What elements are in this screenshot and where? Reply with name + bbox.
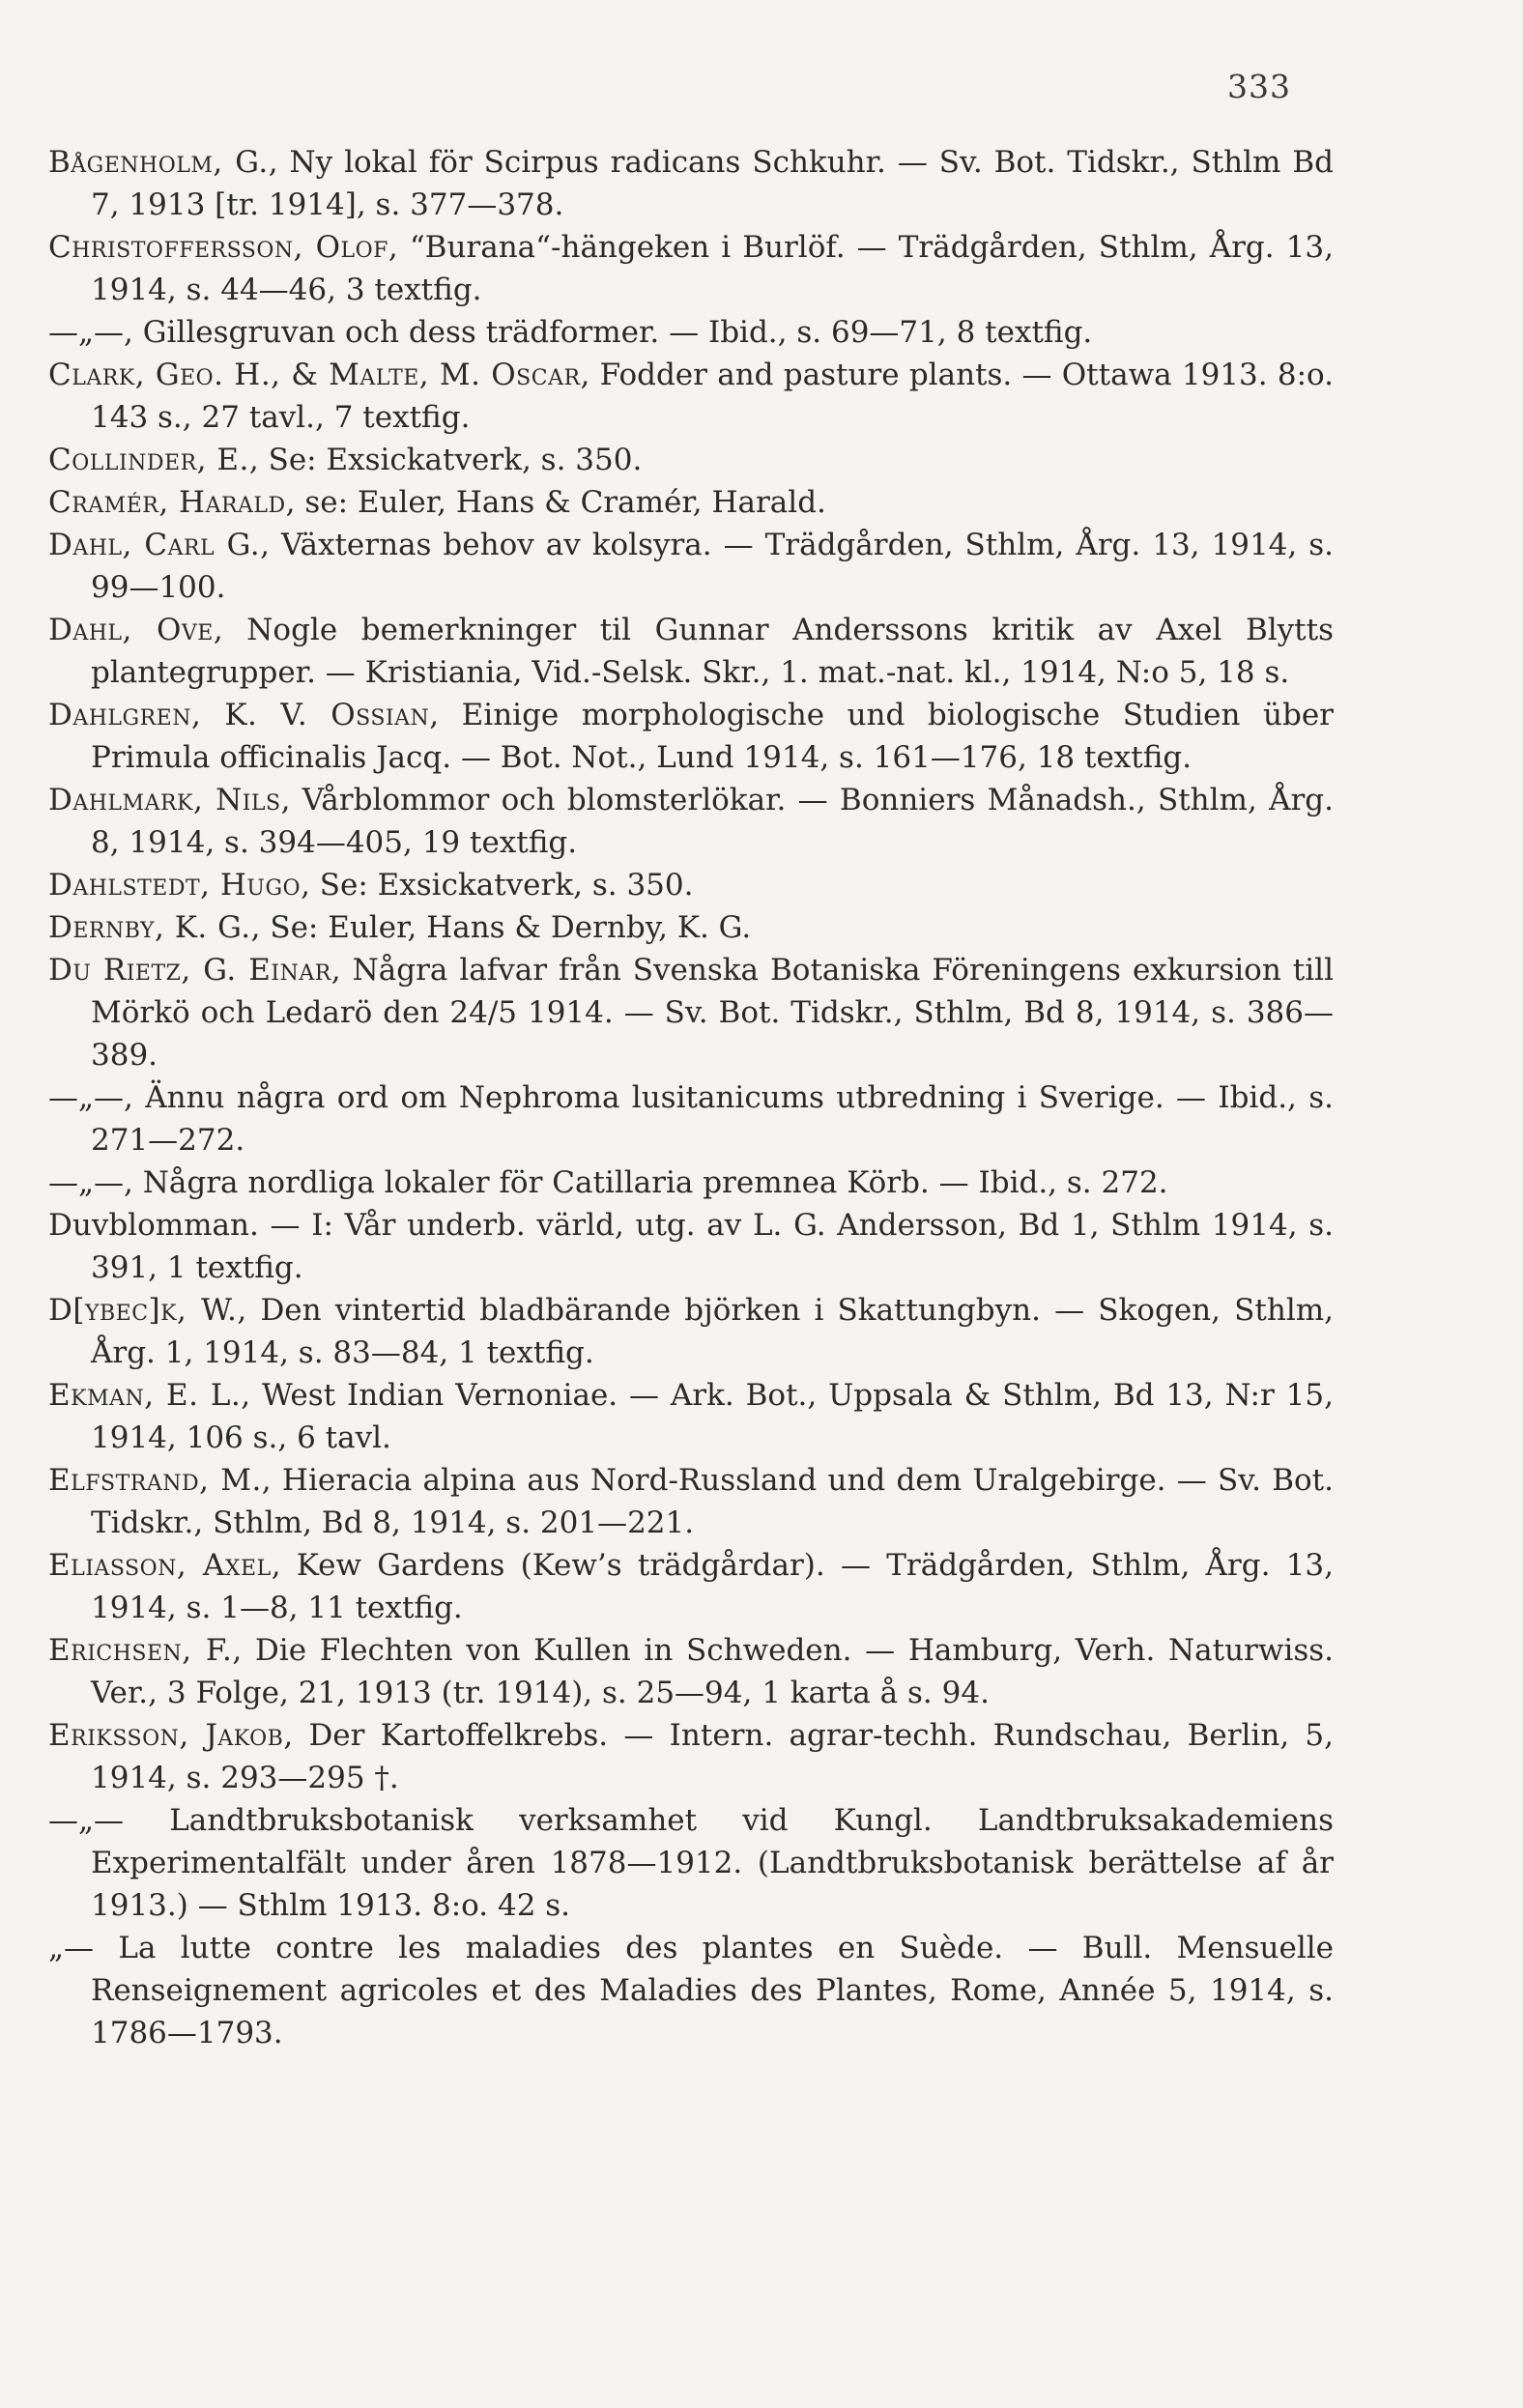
entry-text: —„—, Gillesgruvan och dess trädformer. — Ibid., s. 69—71, 8 textfig. bbox=[48, 315, 1093, 350]
bibliography-entry bbox=[48, 1799, 1334, 1927]
entry-author: Dahlmark, Nils bbox=[48, 783, 281, 817]
entry-author: Dahl, Ove bbox=[48, 613, 214, 647]
entry-author: Dahlstedt, Hugo bbox=[48, 868, 302, 903]
entry-text: —„—, Ännu några ord om Nephroma lusitanicums utbredning i Sverige. — Ibid., s. 271—272. bbox=[48, 1080, 1334, 1158]
entry-text: Duvblomman. — I: Vår underb. värld, utg. av L. G. Andersson, Bd 1, Sthlm 1914, s. 391, 1 textfig. bbox=[48, 1208, 1334, 1285]
bibliography-entry bbox=[48, 1459, 1334, 1544]
entry-author: Eriksson, Jakob bbox=[48, 1718, 284, 1753]
bibliography-entry bbox=[48, 609, 1334, 694]
bibliography-entry bbox=[48, 949, 1334, 1076]
bibliography-entry bbox=[48, 439, 1334, 481]
entry-text: , West Indian Vernoniae. — Ark. Bot., Uppsala & Sthlm, Bd 13, N:r 15, 1914, 106 s., 6 tavl. bbox=[91, 1378, 1334, 1455]
entry-text: , “Burana“-hängeken i Burlöf. — Trädgården, Sthlm, Årg. 13, 1914, s. 44—46, 3 textfig. bbox=[91, 230, 1334, 307]
entry-author: Erichsen, F. bbox=[48, 1633, 233, 1668]
bibliography-entry bbox=[48, 694, 1334, 779]
bibliography-entry bbox=[48, 1204, 1334, 1289]
entry-author: Collinder, E. bbox=[48, 443, 249, 477]
entry-text: —„—, Några nordliga lokaler för Catillaria premnea Körb. — Ibid., s. 272. bbox=[48, 1165, 1168, 1200]
entry-text: , Ny lokal för Scirpus radicans Schkuhr. — Sv. Bot. Tidskr., Sthlm Bd 7, 1913 [tr. 1914], s. 377—378. bbox=[91, 145, 1334, 222]
entry-text: „— La lutte contre les maladies des plantes en Suède. — Bull. Mensuelle Renseignement agricoles et des Maladies des Plantes, Rome, Année 5, 1914, s. 1786—1793. bbox=[48, 1931, 1334, 2050]
entry-author: Bågenholm, G. bbox=[48, 145, 269, 180]
entry-author: D[ybec]k, W. bbox=[48, 1293, 238, 1328]
bibliography-entry bbox=[48, 1714, 1334, 1799]
entry-author: Du Rietz, G. Einar bbox=[48, 953, 331, 988]
entry-text: , Se: Exsickatverk, s. 350. bbox=[248, 443, 643, 477]
bibliography-entry bbox=[48, 524, 1334, 609]
entry-author: Christoffersson, Olof bbox=[48, 230, 388, 265]
bibliography-entry bbox=[48, 1629, 1334, 1714]
bibliography-entry bbox=[48, 1076, 1334, 1161]
bibliography-entry bbox=[48, 1374, 1334, 1459]
entry-author: Clark, Geo. H., & Malte, M. Oscar bbox=[48, 358, 581, 392]
entry-author: Elfstrand, M. bbox=[48, 1463, 262, 1498]
entry-author: Dahl, Carl G. bbox=[48, 528, 261, 562]
entry-text: , Der Kartoffelkrebs. — Intern. agrar-techh. Rundschau, Berlin, 5, 1914, s. 293—295 †. bbox=[91, 1718, 1334, 1795]
bibliography-entry bbox=[48, 779, 1334, 864]
entry-text: , Fodder and pasture plants. — Ottawa 1913. 8:o. 143 s., 27 tavl., 7 textfig. bbox=[91, 358, 1334, 435]
bibliography-entry bbox=[48, 1927, 1334, 2054]
entry-author: Dernby, K. G. bbox=[48, 910, 251, 945]
entry-text: —„— Landtbruksbotanisk verksamhet vid Kungl. Landtbruksakademiens Experimentalfält under åren 1878—1912. (Landtbruksbotanisk berättelse af år 1913.) — Sthlm 1913. 8:o. 42 s. bbox=[48, 1803, 1334, 1923]
entry-text: , Några lafvar från Svenska Botaniska Föreningens exkursion till Mörkö och Ledarö den 24/5 1914. — Sv. Bot. Tidskr., Sthlm, Bd 8, 1914, s. 386—389. bbox=[91, 953, 1334, 1073]
bibliography-entry bbox=[48, 226, 1334, 311]
bibliography-entry bbox=[48, 311, 1334, 354]
entry-author: Eliasson, Axel bbox=[48, 1548, 272, 1583]
bibliography-list bbox=[48, 141, 1334, 2054]
entry-text: , se: Euler, Hans & Cramér, Harald. bbox=[285, 485, 826, 520]
entry-author: Cramér, Harald bbox=[48, 485, 286, 520]
entry-text: , Kew Gardens (Kew’s trädgårdar). — Trädgården, Sthlm, Årg. 13, 1914, s. 1—8, 11 textfig. bbox=[91, 1548, 1334, 1625]
bibliography-entry bbox=[48, 141, 1334, 226]
bibliography-entry bbox=[48, 906, 1334, 949]
entry-text: , Nogle bemerkninger til Gunnar Anderssons kritik av Axel Blytts plantegrupper. — Kristiania, Vid.-Selsk. Skr., 1. mat.-nat. kl., 1914, N:o 5, 18 s. bbox=[91, 613, 1335, 690]
entry-text: , Växternas behov av kolsyra. — Trädgården, Sthlm, Årg. 13, 1914, s. 99—100. bbox=[91, 528, 1334, 605]
bibliography-entry bbox=[48, 1161, 1334, 1204]
page-number: 333 bbox=[1227, 68, 1291, 105]
bibliography-entry bbox=[48, 1544, 1334, 1629]
bibliography-entry bbox=[48, 354, 1334, 439]
entry-author: Ekman, E. L. bbox=[48, 1378, 242, 1413]
entry-text: , Die Flechten von Kullen in Schweden. — Hamburg, Verh. Naturwiss. Ver., 3 Folge, 21, 1913 (tr. 1914), s. 25—94, 1 karta å s. 94. bbox=[91, 1633, 1334, 1710]
entry-text: , Einige morphologische und biologische Studien über Primula officinalis Jacq. — Bot. Not., Lund 1914, s. 161—176, 18 textfig. bbox=[91, 698, 1334, 775]
entry-text: , Den vintertid bladbärande björken i Skattungbyn. — Skogen, Sthlm, Årg. 1, 1914, s. 83—84, 1 textfig. bbox=[91, 1293, 1334, 1370]
entry-text: , Vårblommor och blomsterlökar. — Bonniers Månadsh., Sthlm, Årg. 8, 1914, s. 394—405, 19 textfig. bbox=[91, 783, 1335, 860]
bibliography-entry bbox=[48, 481, 1334, 524]
bibliography-entry bbox=[48, 1289, 1334, 1374]
entry-text: , Se: Euler, Hans & Dernby, K. G. bbox=[250, 910, 752, 945]
bibliography-entry bbox=[48, 864, 1334, 906]
entry-text: , Se: Exsickatverk, s. 350. bbox=[301, 868, 694, 903]
entry-text: , Hieracia alpina aus Nord-Russland und dem Uralgebirge. — Sv. Bot. Tidskr., Sthlm, Bd 8, 1914, s. 201—221. bbox=[91, 1463, 1334, 1540]
entry-author: Dahlgren, K. V. Ossian bbox=[48, 698, 430, 732]
